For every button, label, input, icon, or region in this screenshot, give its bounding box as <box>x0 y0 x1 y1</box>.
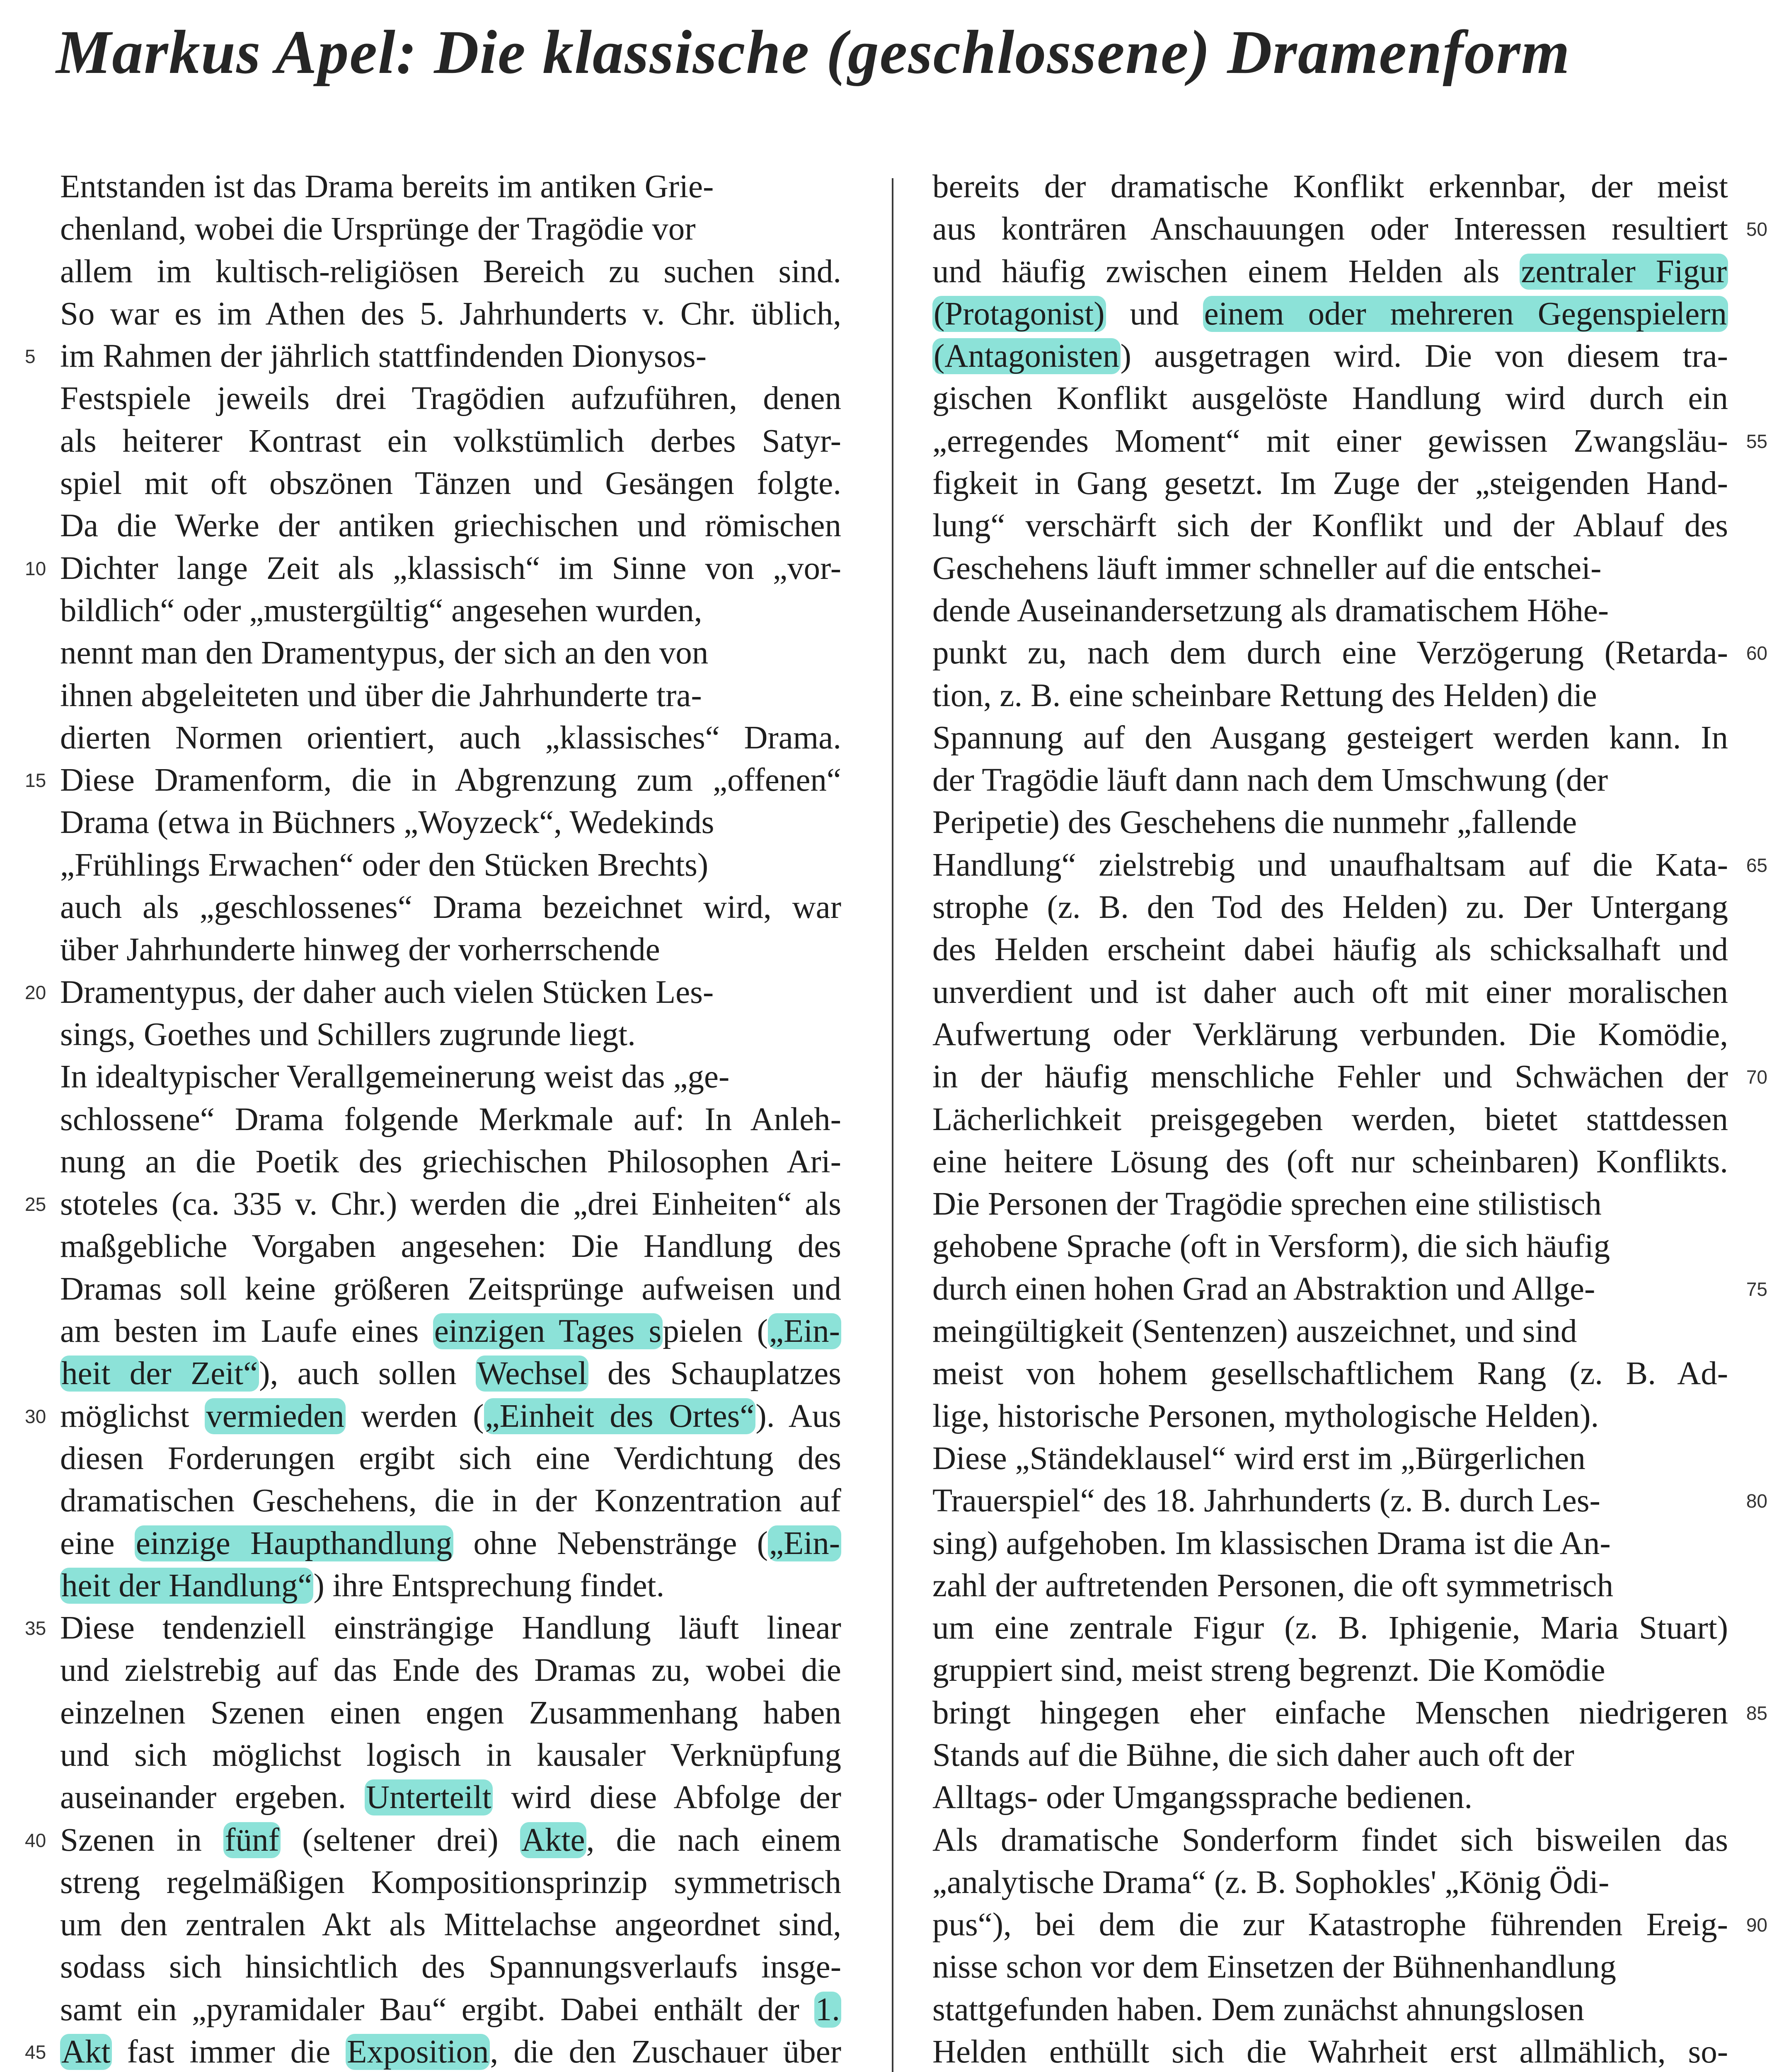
text-line <box>60 1989 841 2031</box>
text-segment: figkeit in Gang gesetzt. Im Zuge der „steigenden Hand- <box>932 465 1728 502</box>
text-line <box>60 378 841 420</box>
text-line <box>25 547 841 590</box>
text-segment: gischen Konflikt ausgelöste Handlung wird durch ein <box>932 380 1728 417</box>
text-segment: des Schauplatzes <box>588 1356 841 1392</box>
highlighted-text: Wechsel <box>476 1356 588 1392</box>
text-line <box>60 1649 841 1692</box>
text-segment: nung an die Poetik des griechischen Philosophen Ari- <box>60 1143 841 1180</box>
text-line <box>60 717 841 759</box>
text-line <box>932 208 1767 250</box>
text-segment: eine <box>60 1525 135 1561</box>
text-segment: sing) aufgehoben. Im klassischen Drama ist die An- <box>932 1525 1611 1561</box>
text-segment: dramatischen Geschehens, die in der Konzentration auf <box>60 1483 841 1519</box>
text-line <box>60 1268 841 1310</box>
highlighted-text: heit der Handlung“ <box>60 1568 313 1604</box>
text-segment: In idealtypischer Verallgemeinerung weist das „ge- <box>60 1059 730 1095</box>
text-line <box>932 1099 1728 1141</box>
text-line <box>60 1480 841 1522</box>
text-segment: ) ihre Entsprechung findet. <box>313 1567 665 1604</box>
text-line <box>60 1225 841 1268</box>
right-text-column <box>932 166 1767 2072</box>
text-line <box>25 759 841 801</box>
text-line <box>932 1268 1767 1310</box>
text-segment: ), auch sollen <box>259 1356 476 1392</box>
text-line <box>932 1819 1728 1861</box>
highlighted-text: einzige Haupthandlung <box>135 1525 453 1561</box>
text-segment: (seltener drei) <box>280 1822 520 1858</box>
text-line <box>60 844 841 886</box>
document-title: Markus Apel: Die klassische (geschlossene) Dramenform <box>56 18 1571 87</box>
text-line <box>932 759 1728 801</box>
text-segment: nisse schon vor dem Einsetzen der Bühnenhandlung <box>932 1949 1616 1985</box>
text-segment: „Frühlings Erwachen“ oder den Stücken Brechts) <box>60 847 709 883</box>
text-segment: gehobene Sprache (oft in Versform), die sich häufig <box>932 1228 1610 1265</box>
text-segment: durch einen hohen Grad an Abstraktion und Allge- <box>932 1271 1595 1307</box>
highlighted-text: zentraler Figur <box>1520 254 1728 290</box>
text-line <box>932 590 1728 632</box>
text-segment: lige, historische Personen, mythologische Helden). <box>932 1398 1599 1434</box>
text-segment: Spannung auf den Ausgang gesteigert werden kann. In <box>932 719 1728 756</box>
text-segment: Als dramatische Sonderform findet sich bisweilen das <box>932 1822 1728 1858</box>
text-segment: , die den Zuschauer über <box>490 2034 842 2070</box>
text-segment: Dramas soll keine größeren Zeitsprünge aufweisen und <box>60 1271 841 1307</box>
text-segment: Diese „Ständeklausel“ wird erst im „Bürgerlichen <box>932 1440 1586 1477</box>
line-number: 45 <box>25 2041 46 2063</box>
text-line <box>60 1777 841 1819</box>
text-line <box>60 1141 841 1183</box>
text-line <box>932 1692 1767 1734</box>
text-segment: bildlich“ oder „mustergültig“ angesehen wurden, <box>60 592 702 629</box>
text-segment: und häufig zwischen einem Helden als <box>932 253 1520 290</box>
highlighted-text: einzigen Tages s <box>433 1313 663 1349</box>
text-line <box>60 1904 841 1946</box>
text-segment: am besten im Laufe eines <box>60 1313 433 1350</box>
text-segment: über Jahrhunderte hinweg der vorherrschende <box>60 932 660 968</box>
text-segment: Dramentypus, der daher auch vielen Stücken Les- <box>60 974 714 1010</box>
text-line <box>60 1734 841 1777</box>
text-line <box>60 208 841 250</box>
line-number: 15 <box>25 770 46 792</box>
text-line <box>25 1183 841 1225</box>
left-text-column <box>25 166 842 2072</box>
highlighted-text: Exposition <box>346 2034 490 2070</box>
text-segment: auch als „geschlossenes“ Drama bezeichnet wird, war <box>60 889 841 926</box>
text-line <box>60 929 841 971</box>
text-line <box>932 1183 1728 1225</box>
text-segment: Handlung“ zielstrebig und unaufhaltsam auf die Kata- <box>932 847 1728 883</box>
highlighted-text: (Antagonisten <box>932 338 1121 374</box>
text-segment: als heiterer Kontrast ein volkstümlich derbes Satyr- <box>60 423 841 459</box>
text-line <box>932 1056 1767 1098</box>
text-segment: punkt zu, nach dem durch eine Verzögerung (Retarda- <box>932 635 1728 671</box>
text-segment: möglichst <box>60 1398 205 1434</box>
text-line <box>60 1014 841 1056</box>
text-segment: aus konträren Anschauungen oder Interessen resultiert <box>932 211 1728 247</box>
highlighted-text: vermieden <box>205 1398 345 1434</box>
text-line <box>932 717 1728 759</box>
text-line <box>932 1480 1767 1522</box>
text-line <box>932 2031 1728 2072</box>
text-segment: stoteles (ca. 335 v. Chr.) werden die „drei Einheiten“ als <box>60 1186 841 1222</box>
text-line <box>60 1438 841 1480</box>
text-segment: pus“), bei dem die zur Katastrophe führenden Ereig- <box>932 1907 1728 1943</box>
text-line <box>932 1310 1728 1353</box>
highlighted-text: einem oder mehreren Gegenspielern <box>1203 296 1728 332</box>
text-segment: dende Auseinandersetzung als dramatischem Höhe- <box>932 592 1609 629</box>
text-line <box>932 1014 1728 1056</box>
text-line <box>60 1310 841 1353</box>
text-line <box>60 251 841 293</box>
line-number: 55 <box>1746 430 1767 452</box>
text-segment: Alltags- oder Umgangssprache bedienen. <box>932 1779 1473 1816</box>
text-line <box>932 886 1728 929</box>
text-line <box>932 1777 1728 1819</box>
text-line <box>60 801 841 844</box>
text-segment: in der häufig menschliche Fehler und Schwächen der <box>932 1059 1728 1095</box>
text-segment: und <box>1106 295 1203 332</box>
text-line <box>932 547 1728 590</box>
text-line <box>60 675 841 717</box>
text-segment: und sich möglichst logisch in kausaler Verknüpfung <box>60 1737 841 1773</box>
text-segment: Diese Dramenform, die in Abgrenzung zum „offenen“ <box>60 762 841 799</box>
text-line <box>932 1438 1728 1480</box>
text-line <box>60 1099 841 1141</box>
text-segment: sodass sich hinsichtlich des Spannungsverlaufs insge- <box>60 1949 841 1985</box>
text-line <box>60 886 841 929</box>
text-line <box>932 335 1728 378</box>
text-line <box>932 505 1728 547</box>
text-line <box>932 844 1767 886</box>
text-line <box>60 1861 841 1904</box>
text-segment: Geschehens läuft immer schneller auf die entschei- <box>932 550 1602 586</box>
text-segment: Entstanden ist das Drama bereits im antiken Grie- <box>60 169 714 205</box>
text-line <box>932 462 1728 505</box>
text-line <box>932 1607 1728 1649</box>
text-line <box>932 1225 1728 1268</box>
text-line <box>932 1523 1728 1565</box>
text-segment: Aufwertung oder Verklärung verbunden. Die Komödie, <box>932 1016 1728 1053</box>
line-number: 30 <box>25 1405 46 1427</box>
text-segment: streng regelmäßigen Kompositionsprinzip symmetrisch <box>60 1864 841 1900</box>
text-line <box>60 1353 841 1395</box>
text-segment: lung“ verschärft sich der Konflikt und der Ablauf des <box>932 508 1728 544</box>
line-number: 20 <box>25 981 46 1003</box>
text-line <box>60 1946 841 1988</box>
line-number: 10 <box>25 557 46 579</box>
column-divider <box>892 178 893 2072</box>
text-segment: meingültigkeit (Sentenzen) auszeichnet, und sind <box>932 1313 1577 1350</box>
text-line <box>932 1946 1728 1988</box>
text-line <box>60 420 841 462</box>
text-segment: Peripetie) des Geschehens die nunmehr „fallende <box>932 804 1577 841</box>
text-line <box>932 929 1728 971</box>
text-segment: strophe (z. B. den Tod des Helden) zu. Der Untergang <box>932 889 1728 926</box>
text-line <box>60 1692 841 1734</box>
line-number: 40 <box>25 1829 46 1851</box>
text-segment: sings, Goethes und Schillers zugrunde liegt. <box>60 1016 636 1053</box>
text-segment: Szenen in <box>60 1822 224 1858</box>
text-segment: ohne Nebenstränge ( <box>453 1525 768 1561</box>
text-segment: des Helden erscheint dabei häufig als schicksalhaft und <box>932 932 1728 968</box>
text-line <box>932 675 1728 717</box>
line-number: 5 <box>25 346 36 368</box>
text-segment: dierten Normen orientiert, auch „klassisches“ Drama. <box>60 719 841 756</box>
text-segment: stattgefunden haben. Dem zunächst ahnungslosen <box>932 1991 1584 2028</box>
text-segment: Dichter lange Zeit als „klassisch“ im Sinne von „vor- <box>60 550 841 586</box>
text-segment: ) ausgetragen wird. Die von diesem tra- <box>1120 338 1728 375</box>
text-segment: So war es im Athen des 5. Jahrhunderts v. Chr. üblich, <box>60 295 841 332</box>
text-segment: Da die Werke der antiken griechischen und römischen <box>60 508 841 544</box>
text-segment: Helden enthüllt sich die Wahrheit erst allmählich, so- <box>932 2034 1728 2070</box>
text-segment: Die Personen der Tragödie sprechen eine stilistisch <box>932 1186 1602 1222</box>
text-line <box>932 1904 1767 1946</box>
text-segment: Drama (etwa in Büchners „Woyzeck“, Wedekinds <box>60 804 714 841</box>
text-segment: um den zentralen Akt als Mittelachse angeordnet sind, <box>60 1907 841 1943</box>
text-line <box>932 1353 1728 1395</box>
text-line <box>25 335 841 378</box>
text-segment: Lächerlichkeit preisgegeben werden, bietet stattdessen <box>932 1101 1728 1138</box>
line-number: 25 <box>25 1193 46 1215</box>
text-line <box>25 971 841 1014</box>
line-number: 65 <box>1746 854 1767 876</box>
text-segment: nennt man den Dramentypus, der sich an den von <box>60 635 709 671</box>
text-line <box>932 1565 1728 1607</box>
text-segment: ihnen abgeleiteten und über die Jahrhunderte tra- <box>60 677 702 714</box>
text-line <box>25 1819 842 1861</box>
highlighted-text: „Einheit des Ortes“ <box>484 1398 756 1434</box>
text-line <box>932 293 1728 335</box>
text-line <box>932 1734 1728 1777</box>
line-number: 50 <box>1746 218 1767 240</box>
text-segment: fast immer die <box>111 2034 346 2070</box>
text-segment: Stands auf die Bühne, die sich daher auch oft der <box>932 1737 1574 1773</box>
text-segment: zahl der auftretenden Personen, die oft symmetrisch <box>932 1567 1614 1604</box>
text-line <box>60 166 841 208</box>
text-segment: der Tragödie läuft dann nach dem Umschwung (der <box>932 762 1608 799</box>
text-segment: maßgebliche Vorgaben angesehen: Die Handlung des <box>60 1228 841 1265</box>
text-segment: Trauerspiel“ des 18. Jahrhunderts (z. B. durch Les- <box>932 1483 1600 1519</box>
text-line <box>932 1989 1728 2031</box>
line-number: 60 <box>1746 642 1767 664</box>
text-line <box>932 801 1728 844</box>
highlighted-text: heit der Zeit“ <box>60 1356 259 1392</box>
text-line <box>932 1141 1728 1183</box>
text-segment: einzelnen Szenen einen engen Zusammenhang haben <box>60 1694 841 1731</box>
highlighted-text: Akte <box>520 1822 586 1858</box>
text-segment: Diese tendenziell einsträngige Handlung läuft linear <box>60 1610 841 1646</box>
text-line <box>932 1861 1728 1904</box>
line-number: 70 <box>1746 1066 1767 1088</box>
text-segment: spiel mit oft obszönen Tänzen und Gesängen folgte. <box>60 465 841 502</box>
text-segment: schlossene“ Drama folgende Merkmale auf: In Anleh- <box>60 1101 841 1138</box>
highlighted-text: fünf <box>223 1822 281 1858</box>
text-segment: „analytische Drama“ (z. B. Sophokles' „König Ödi- <box>932 1864 1610 1900</box>
text-line <box>60 632 841 674</box>
text-segment: bringt hingegen eher einfache Menschen niedrigeren <box>932 1694 1728 1731</box>
text-line <box>932 420 1767 462</box>
highlighted-text: Unterteilt <box>365 1779 493 1815</box>
highlighted-text: Akt <box>60 2034 112 2070</box>
highlighted-text: (Protagonist) <box>932 296 1106 332</box>
text-segment: pielen ( <box>663 1313 768 1350</box>
text-segment: werden ( <box>345 1398 484 1434</box>
text-line <box>60 462 841 505</box>
text-line <box>60 1565 841 1607</box>
text-segment: und zielstrebig auf das Ende des Dramas zu, wobei die <box>60 1652 841 1689</box>
text-segment: meist von hohem gesellschaftlichem Rang (z. B. Ad- <box>932 1356 1728 1392</box>
text-line <box>932 632 1767 674</box>
line-number: 35 <box>25 1617 46 1639</box>
text-line <box>60 1523 841 1565</box>
text-segment: diesen Forderungen ergibt sich eine Verdichtung des <box>60 1440 841 1477</box>
line-number: 85 <box>1746 1702 1767 1724</box>
text-line <box>932 971 1728 1014</box>
text-segment: chenland, wobei die Ursprünge der Tragödie vor <box>60 211 696 247</box>
text-line <box>60 1056 841 1098</box>
highlighted-text: „Ein- <box>768 1525 841 1561</box>
text-segment: auseinander ergeben. <box>60 1779 365 1816</box>
text-line <box>932 251 1728 293</box>
text-line <box>932 1395 1728 1438</box>
text-segment: Festspiele jeweils drei Tragödien aufzuführen, denen <box>60 380 841 417</box>
highlighted-text: 1. <box>814 1992 841 2028</box>
text-line <box>60 505 841 547</box>
line-number: 75 <box>1746 1278 1767 1300</box>
text-segment: bereits der dramatische Konflikt erkennbar, der meist <box>932 169 1728 205</box>
text-line <box>932 166 1728 208</box>
text-segment: tion, z. B. eine scheinbare Rettung des Helden) die <box>932 677 1597 714</box>
text-segment: ). Aus <box>755 1398 841 1434</box>
text-line <box>25 2031 842 2072</box>
text-segment: samt ein „pyramidaler Bau“ ergibt. Dabei enthält der <box>60 1991 814 2028</box>
text-segment: „erregendes Moment“ mit einer gewissen Zwangsläu- <box>932 423 1728 459</box>
line-number: 90 <box>1746 1914 1767 1936</box>
text-segment: , die nach einem <box>586 1822 842 1858</box>
text-line <box>60 293 841 335</box>
text-segment: allem im kultisch-religiösen Bereich zu suchen sind. <box>60 253 841 290</box>
text-segment: im Rahmen der jährlich stattfindenden Dionysos- <box>60 338 707 375</box>
line-number: 80 <box>1746 1490 1767 1512</box>
text-segment: gruppiert sind, meist streng begrenzt. Die Komödie <box>932 1652 1605 1689</box>
text-segment: unverdient und ist daher auch oft mit einer moralischen <box>932 974 1728 1010</box>
text-segment: um eine zentrale Figur (z. B. Iphigenie, Maria Stuart) <box>932 1610 1728 1646</box>
text-line <box>60 590 841 632</box>
highlighted-text: „Ein- <box>768 1313 841 1349</box>
text-line <box>25 1607 841 1649</box>
text-line <box>932 1649 1728 1692</box>
text-line <box>25 1395 841 1438</box>
text-segment: wird diese Abfolge der <box>492 1779 841 1816</box>
text-line <box>932 378 1728 420</box>
text-segment: eine heitere Lösung des (oft nur scheinbaren) Konflikts. <box>932 1143 1728 1180</box>
